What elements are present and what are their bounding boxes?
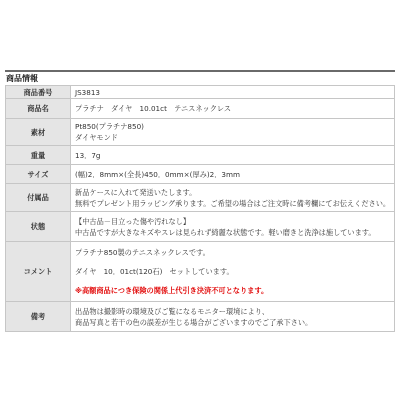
product-info-table — [5, 85, 395, 332]
item-name-value: プラチナ ダイヤ 10.01ct テニスネックレス — [71, 99, 395, 119]
table-row — [6, 146, 395, 165]
table-row — [6, 165, 395, 184]
item-number-value: JS3813 — [71, 86, 395, 99]
table-row — [6, 119, 395, 146]
section-title: 商品情報 — [5, 70, 395, 85]
accessories-value — [71, 184, 395, 212]
size-value: (幅)2．8mm×(全長)450．0mm×(厚み)2．3mm — [71, 165, 395, 184]
material-line: ダイヤモンド — [75, 133, 118, 142]
row-label: 付属品 — [6, 184, 71, 212]
condition-line: 中古品ですが大きなキズやスレは見られず綺麗な状態です。軽い磨きと洗浄は施しています。 — [75, 227, 376, 237]
material-line: Pt850(プラチナ850) — [75, 122, 144, 131]
comment-value — [71, 242, 395, 302]
table-row — [6, 184, 395, 212]
comment-line: プラチナ850製のテニスネックレスです。 — [75, 248, 210, 257]
condition-value — [71, 212, 395, 242]
weight-value: 13．7g — [71, 146, 395, 165]
product-info-sheet — [5, 70, 395, 332]
payment-warning: ※高額商品につき保険の関係上代引き決済不可となります。 — [75, 286, 269, 295]
notes-value — [71, 302, 395, 332]
row-label: 素材 — [6, 119, 71, 146]
table-row — [6, 99, 395, 119]
table-row — [6, 212, 395, 242]
row-label: 備考 — [6, 302, 71, 332]
table-row — [6, 86, 395, 99]
accessories-line: 新品ケースに入れて発送いたします。 — [75, 187, 197, 197]
row-label: 状態 — [6, 212, 71, 242]
condition-line: 【中古品－目立った傷や汚れなし】 — [75, 216, 191, 226]
row-label: サイズ — [6, 165, 71, 184]
row-label: 商品番号 — [6, 86, 71, 99]
accessories-line: 無料でプレゼント用ラッピング承ります。ご希望の場合はご注文時に備考欄にてお伝えください。 — [75, 198, 391, 208]
comment-line: ダイヤ 10．01ct(120石) セットしています。 — [75, 267, 234, 276]
comment-spacer — [75, 277, 390, 285]
notes-line: 出品物は撮影時の環境及びご覧になるモニター環境により、 — [75, 306, 270, 316]
notes-line: 商品写真と若干の色の誤差が生じる場合がございますのでご了承下さい。 — [75, 317, 313, 327]
material-value — [71, 119, 395, 146]
table-row — [6, 242, 395, 302]
table-row — [6, 302, 395, 332]
row-label: 重量 — [6, 146, 71, 165]
comment-spacer — [75, 258, 390, 266]
row-label: 商品名 — [6, 99, 71, 119]
row-label: コメント — [6, 242, 71, 302]
